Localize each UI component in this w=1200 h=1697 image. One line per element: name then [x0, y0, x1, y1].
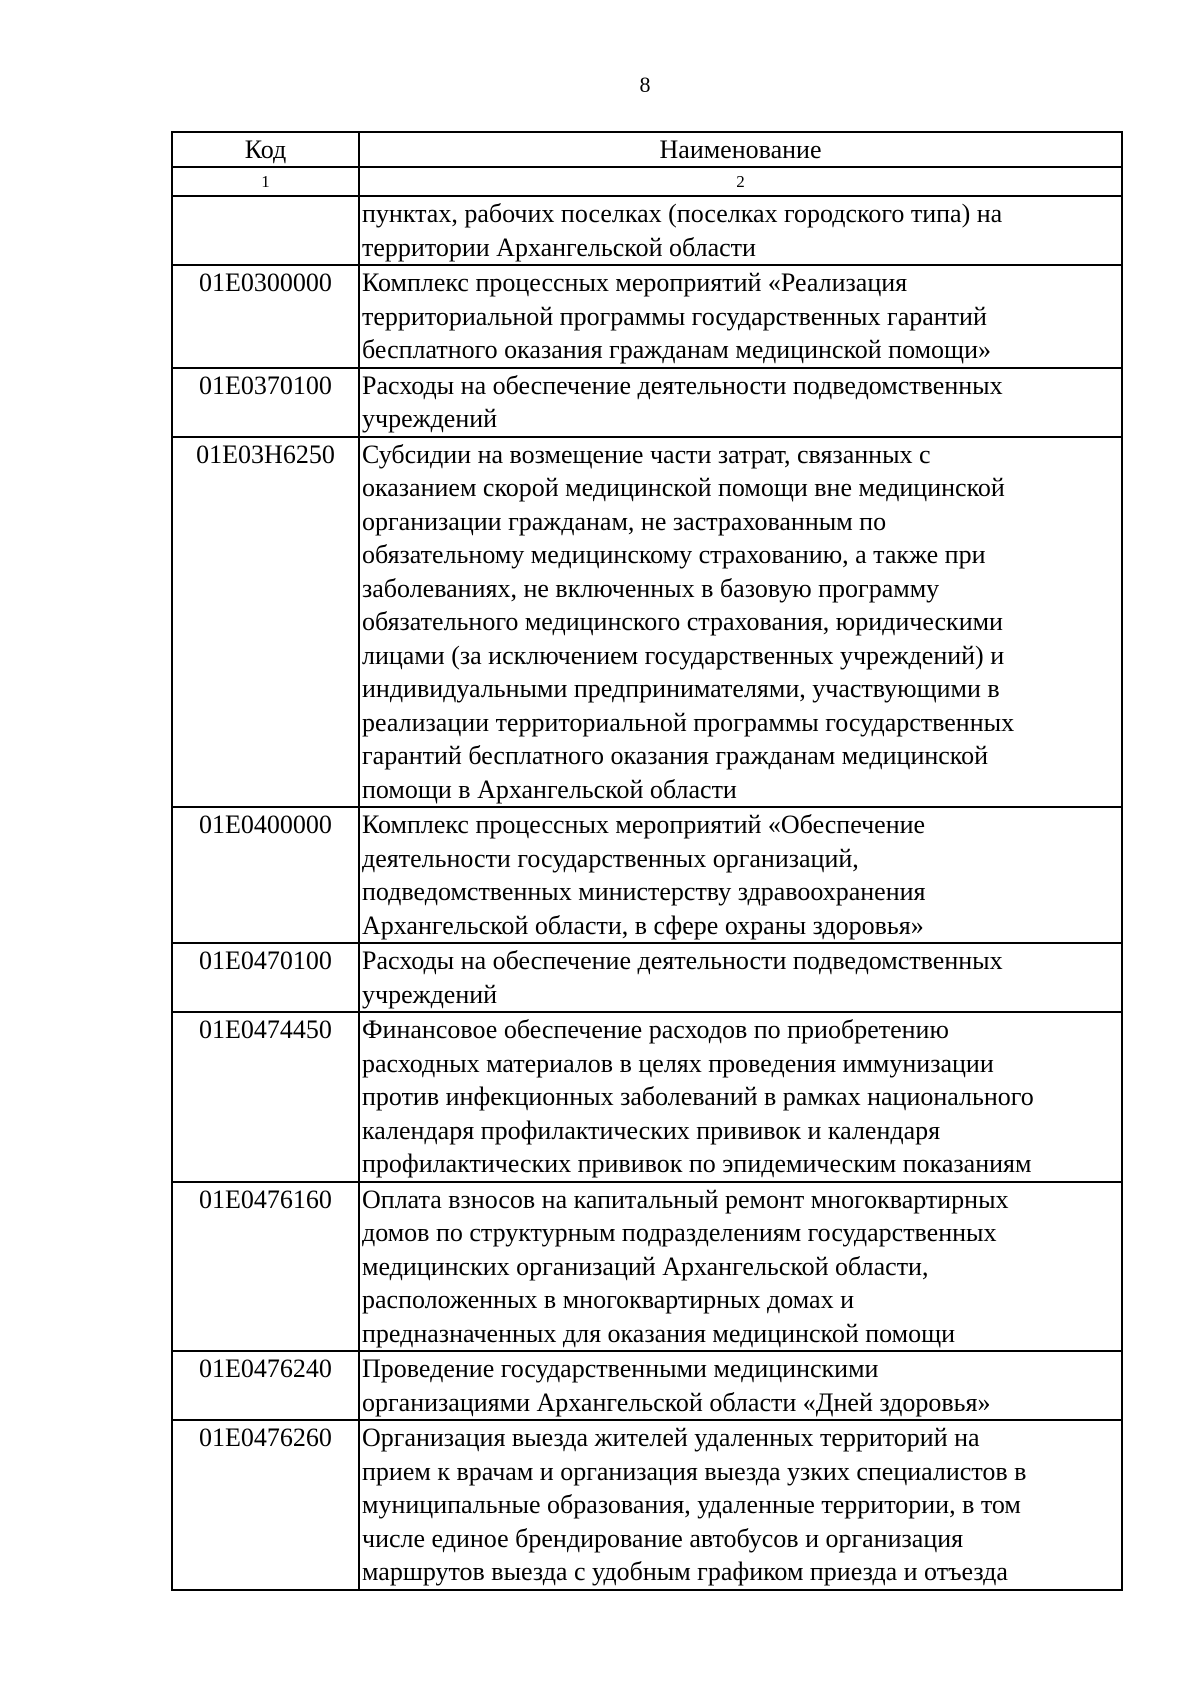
row-name [359, 437, 1122, 808]
row-code: 01Е0300000 [172, 265, 359, 368]
table-row [172, 437, 1122, 808]
row-name-line: подведомственных министерству здравоохранения [362, 877, 926, 906]
row-name-line: предназначенных для оказания медицинской помощи [362, 1318, 956, 1348]
row-name-line: домов по структурным подразделениям государственных [362, 1218, 997, 1247]
table-row [172, 1420, 1122, 1590]
row-name [359, 1351, 1122, 1420]
row-name [359, 1420, 1122, 1590]
table-body [172, 196, 1122, 1590]
header-name: Наименование [359, 132, 1122, 167]
row-name-line: учреждений [362, 404, 498, 433]
row-name-line: Оплата взносов на капитальный ремонт многоквартирных [362, 1184, 1009, 1214]
row-name-line: деятельности государственных организаций, [362, 843, 859, 873]
row-name-line: Комплекс процессных мероприятий «Реализация [362, 268, 908, 297]
table-header-row [172, 132, 1122, 167]
row-name-line: организациями Архангельской области «Дней здоровья» [362, 1387, 991, 1417]
header-code: Код [172, 132, 359, 167]
row-name-line: календаря профилактических прививок и календаря [362, 1115, 941, 1145]
row-name-line: лицами (за исключением государственных учреждений) и [362, 640, 1005, 670]
row-name-line: реализации территориальной программы государственных [362, 707, 1015, 737]
row-name-line: пунктах, рабочих поселках (поселках городского типа) на [362, 199, 1003, 228]
row-name-line: расходных материалов в целях проведения иммунизации [362, 1048, 994, 1078]
table-row [172, 807, 1122, 943]
row-name-line: медицинских организаций Архангельской области, [362, 1251, 929, 1281]
row-name [359, 807, 1122, 943]
row-code: 01Е03Н6250 [172, 437, 359, 808]
row-name-line: оказанием скорой медицинской помощи вне медицинской [362, 473, 1005, 502]
row-name-line: прием к врачам и организация выезда узких специалистов в [362, 1456, 1027, 1486]
row-name-line: Комплекс процессных мероприятий «Обеспечение [362, 810, 926, 839]
row-code: 01Е0476160 [172, 1182, 359, 1352]
table-row [172, 1012, 1122, 1182]
table-row [172, 368, 1122, 437]
row-name-line: Субсидии на возмещение части затрат, связанных с [362, 439, 931, 469]
budget-classification-table [171, 131, 1123, 1591]
row-name-line: профилактических прививок по эпидемическим показаниям [362, 1149, 1032, 1178]
row-name-line: Расходы на обеспечение деятельности подведомственных [362, 946, 1003, 975]
row-code: 01Е0470100 [172, 943, 359, 1012]
table-row [172, 943, 1122, 1012]
row-name-line: муниципальные образования, удаленные территории, в том [362, 1490, 1021, 1519]
row-name-line: Расходы на обеспечение деятельности подведомственных [362, 370, 1003, 400]
row-name-line: расположенных в многоквартирных домах и [362, 1285, 854, 1314]
row-name [359, 265, 1122, 368]
table-row [172, 265, 1122, 368]
row-name-line: бесплатного оказания гражданам медицинской помощи» [362, 335, 991, 364]
table-row [172, 1351, 1122, 1420]
table-row [172, 196, 1122, 265]
row-name-line: Организация выезда жителей удаленных территорий на [362, 1423, 980, 1452]
row-name-line: Проведение государственными медицинскими [362, 1354, 879, 1383]
row-code: 01Е0474450 [172, 1012, 359, 1182]
row-name [359, 1012, 1122, 1182]
row-name-line: гарантий бесплатного оказания гражданам медицинской [362, 741, 989, 770]
row-name-line: обязательному медицинскому страхованию, а также при [362, 540, 986, 569]
row-name-line: территориальной программы государственных гарантий [362, 301, 987, 331]
row-name-line: помощи в Архангельской области [362, 774, 737, 804]
column-number-row [172, 167, 1122, 196]
row-name-line: Финансовое обеспечение расходов по приобретению [362, 1015, 949, 1044]
page-number: 8 [639, 72, 651, 97]
row-name-line: Архангельской области, в сфере охраны здоровья» [362, 910, 924, 940]
row-name-line: организации гражданам, не застрахованным по [362, 506, 887, 536]
row-name [359, 943, 1122, 1012]
row-name-line: учреждений [362, 979, 498, 1009]
row-code: 01Е0476260 [172, 1420, 359, 1590]
row-code: 01Е0476240 [172, 1351, 359, 1420]
row-name [359, 368, 1122, 437]
row-name [359, 1182, 1122, 1352]
row-name-line: заболеваниях, не включенных в базовую программу [362, 573, 940, 603]
row-name-line: числе единое брендирование автобусов и организация [362, 1523, 964, 1553]
column-number-name: 2 [359, 167, 1122, 196]
row-name [359, 196, 1122, 265]
row-name-line: против инфекционных заболеваний в рамках национального [362, 1082, 1034, 1111]
column-number-code: 1 [172, 167, 359, 196]
table-row [172, 1182, 1122, 1352]
row-name-line: территории Архангельской области [362, 232, 756, 262]
row-code [172, 196, 359, 265]
row-name-line: маршрутов выезда с удобным графиком приезда и отъезда [362, 1557, 1008, 1586]
row-code: 01Е0370100 [172, 368, 359, 437]
row-name-line: обязательного медицинского страхования, юридическими [362, 607, 1003, 636]
row-code: 01Е0400000 [172, 807, 359, 943]
row-name-line: индивидуальными предпринимателями, участвующими в [362, 674, 1000, 703]
